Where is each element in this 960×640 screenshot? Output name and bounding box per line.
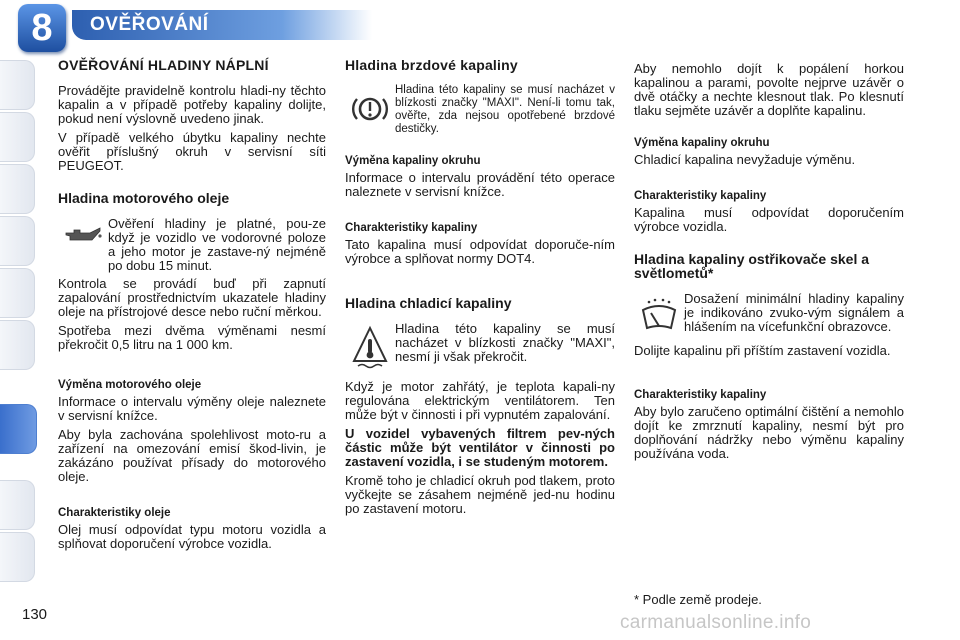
chapter-tabs [0,60,40,580]
coolant-note [345,322,615,374]
paragraph: Aby byla zachována spolehlivost moto-ru a zařízení na omezování emisí škod-livin, je zakázáno používat přísady do motorového oleje. [58,427,326,484]
minor-heading: Výměna kapaliny okruhu [634,137,770,149]
page-header [0,0,960,48]
washer-note-text: Dosažení minimální hladiny kapaliny je indikováno zvuko-vým signálem a hlášením na vícefunkční obrazovce. [684,291,904,334]
column-2 [345,58,615,521]
paragraph: Aby nemohlo dojít k popálení horkou kapalinou a parami, povolte nejprve uzávěr o dvě otáčky a nechte klesnout tlak. Po klesnutí tlaku sejměte uzávěr a doplňte kapalinu. [634,61,904,118]
paragraph: Aby bylo zaručeno optimální čištění a nemohlo dojít ke zmrznutí kapaliny, nesmí být pro doplňování nádržky nebo výměnu kapaliny používána voda. [634,404,904,461]
chapter-tab[interactable] [0,112,35,162]
paragraph: Informace o intervalu provádění této operace naleznete v servisní knížce. [345,170,615,199]
brake-warning-icon [345,84,395,134]
oil-can-icon [58,217,108,253]
page-title: OVĚŘOVÁNÍ [90,14,209,35]
brake-note-text: Hladina této kapaliny se musí nacházet v blízkosti značky "MAXI". Není-li tomu tak, ověřte, zda nejsou opotřebené brzdové destičky. [395,84,615,135]
paragraph: Kontrola se provádí buď při zapnutí zapalování prostřednictvím ukazatele hladiny oleje na přístrojové desce nebo ruční měrkou. [58,276,326,319]
paragraph: Spotřeba mezi dvěma výměnami nesmí překročit 0,5 litru na 1 000 km. [58,323,326,352]
paragraph: Kapalina musí odpovídat doporučením výrobce vozidla. [634,205,904,234]
paragraph: Když je motor zahřátý, je teplota kapali-ny regulována elektrickým ventilátorem. Ten může být v činnosti i při vypnutém zapalování. [345,379,615,422]
chapter-tab[interactable] [0,164,35,214]
paragraph: Chladicí kapalina nevyžaduje výměnu. [634,152,856,167]
minor-heading: Charakteristiky kapaliny [634,190,767,202]
bold-paragraph: U vozidel vybavených filtrem pev-ných částic může být ventilátor v činnosti po zastavení vozidla, i se studeným motorem. [345,426,615,469]
subsection-heading: Hladina kapaliny ostřikovače skel a světlometů* [634,251,870,281]
minor-heading: Charakteristiky kapaliny [634,389,767,401]
chapter-tab[interactable] [0,320,35,370]
chapter-tab[interactable] [0,268,35,318]
paragraph: V případě velkého úbytku kapaliny nechte ověřit příslušný okruh v servisní síti PEUGEOT. [58,130,326,173]
chapter-tab[interactable] [0,216,35,266]
washer-note [634,292,904,340]
column-3 [634,62,904,466]
subsection-heading: Hladina motorového oleje [58,190,230,206]
brake-note [345,84,615,136]
paragraph: Informace o intervalu výměny oleje naleznete v servisní knížce. [58,394,326,423]
minor-heading: Charakteristiky oleje [58,507,171,519]
section-title: OVĚŘOVÁNÍ HLADINY NÁPLNÍ [58,57,269,73]
minor-heading: Charakteristiky kapaliny [345,222,478,234]
column-1 [58,58,326,556]
chapter-number-badge: 8 [18,4,66,52]
chapter-tab-active[interactable] [0,404,37,454]
paragraph: Provádějte pravidelně kontrolu hladi-ny těchto kapalin a v případě potřeby kapaliny dolijte, pokud není výslovně uvedeno jinak. [58,83,326,126]
subsection-heading: Hladina brzdové kapaliny [345,57,518,73]
paragraph: Olej musí odpovídat typu motoru vozidla a splňovat doporučení výrobce vozidla. [58,522,326,551]
chapter-tab[interactable] [0,480,35,530]
oil-note [58,217,326,273]
page-number: 130 [22,606,48,623]
paragraph: Kromě toho je chladicí okruh pod tlakem, proto vyčkejte se zásahem nejméně jed-nu hodinu po zastavení motoru. [345,473,615,516]
footnote: * Podle země prodeje. [634,592,762,607]
chapter-tab[interactable] [0,532,35,582]
minor-heading: Výměna motorového oleje [58,379,202,391]
watermark: carmanualsonline.info [620,612,812,633]
paragraph: Tato kapalina musí odpovídat doporuče-ním výrobce a splňovat normy DOT4. [345,237,615,266]
minor-heading: Výměna kapaliny okruhu [345,155,481,167]
oil-note-text: Ověření hladiny je platné, pou-ze když je vozidlo ve vodorovné poloze a jeho motor je zastave-ný nejméně po dobu 15 minut. [108,216,326,273]
paragraph: Dolijte kapalinu při příštím zastavení vozidla. [634,343,891,358]
chapter-tab[interactable] [0,60,35,110]
coolant-temperature-icon [345,322,395,374]
subsection-heading: Hladina chladicí kapaliny [345,295,512,311]
windscreen-washer-icon [634,292,684,340]
coolant-note-text: Hladina této kapaliny se musí nacházet v blízkosti značky "MAXI", nesmí ji však překročit. [395,321,615,364]
